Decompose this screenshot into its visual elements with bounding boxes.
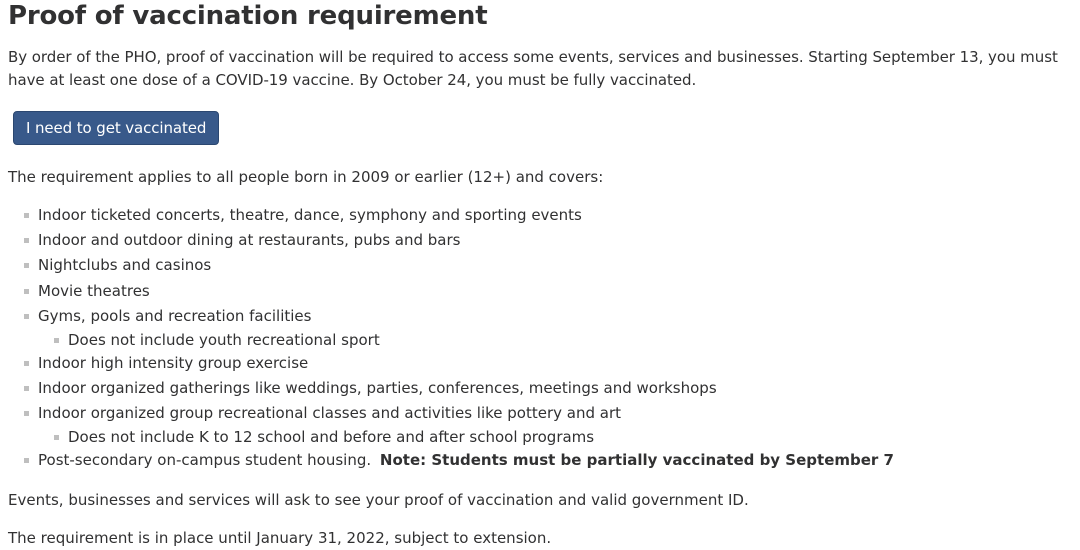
sub-list-item-label: Does not include youth recreational sport (68, 330, 380, 349)
sub-list (38, 329, 894, 351)
list-item-label: Gyms, pools and recreation facilities (38, 306, 312, 325)
applies-paragraph: The requirement applies to all people born in 2009 or earlier (12+) and covers: (8, 168, 604, 186)
events-paragraph: Events, businesses and services will ask to see your proof of vaccination and valid government ID. (8, 491, 749, 509)
list-item (8, 401, 894, 448)
bullet-icon (24, 411, 29, 416)
list-item (8, 448, 894, 473)
until-paragraph: The requirement is in place until January 31, 2022, subject to extension. (8, 529, 552, 547)
list-item-label: Movie theatres (38, 281, 150, 300)
bullet-icon (54, 338, 59, 343)
bullet-icon (24, 458, 29, 463)
bullet-icon (24, 361, 29, 366)
list-item-label: Nightclubs and casinos (38, 256, 212, 275)
list-item (8, 203, 894, 228)
get-vaccinated-button[interactable]: I need to get vaccinated (13, 111, 219, 145)
list-item (8, 304, 894, 351)
housing-note: Note: Students must be partially vaccinated by September 7 (379, 451, 894, 470)
sub-list (38, 426, 894, 448)
bullet-icon (24, 386, 29, 391)
list-item (8, 351, 894, 376)
list-item (8, 279, 894, 304)
list-item-label: Indoor high intensity group exercise (38, 353, 309, 372)
sub-list-item-label: Does not include K to 12 school and before and after school programs (68, 428, 595, 447)
bullet-icon (24, 289, 29, 294)
list-item-label: Post-secondary on-campus student housing. (38, 451, 372, 470)
sub-list-item (38, 329, 894, 351)
list-item-label: Indoor organized gatherings like weddings, parties, conferences, meetings and workshops (38, 378, 717, 397)
list-item (8, 253, 894, 278)
list-item-label: Indoor and outdoor dining at restaurants, pubs and bars (38, 231, 461, 250)
bullet-icon (24, 213, 29, 218)
bullet-icon (54, 435, 59, 440)
bullet-icon (24, 263, 29, 268)
list-item-label: Indoor ticketed concerts, theatre, dance, symphony and sporting events (38, 206, 582, 224)
bullet-icon (24, 314, 29, 319)
intro-paragraph: By order of the PHO, proof of vaccination will be required to access some events, services and businesses. Starting September 13, you must have at least one dose of a COVID-19 vaccine. By October 24, you must be fully vaccinated. (8, 48, 1058, 89)
sub-list-item (38, 426, 894, 448)
list-item-label: Indoor organized group recreational classes and activities like pottery and art (38, 404, 622, 423)
list-item (8, 376, 894, 401)
list-item (8, 228, 894, 253)
bullet-icon (24, 238, 29, 243)
requirements-list (8, 203, 894, 473)
page-title: Proof of vaccination requirement (8, 1, 488, 31)
